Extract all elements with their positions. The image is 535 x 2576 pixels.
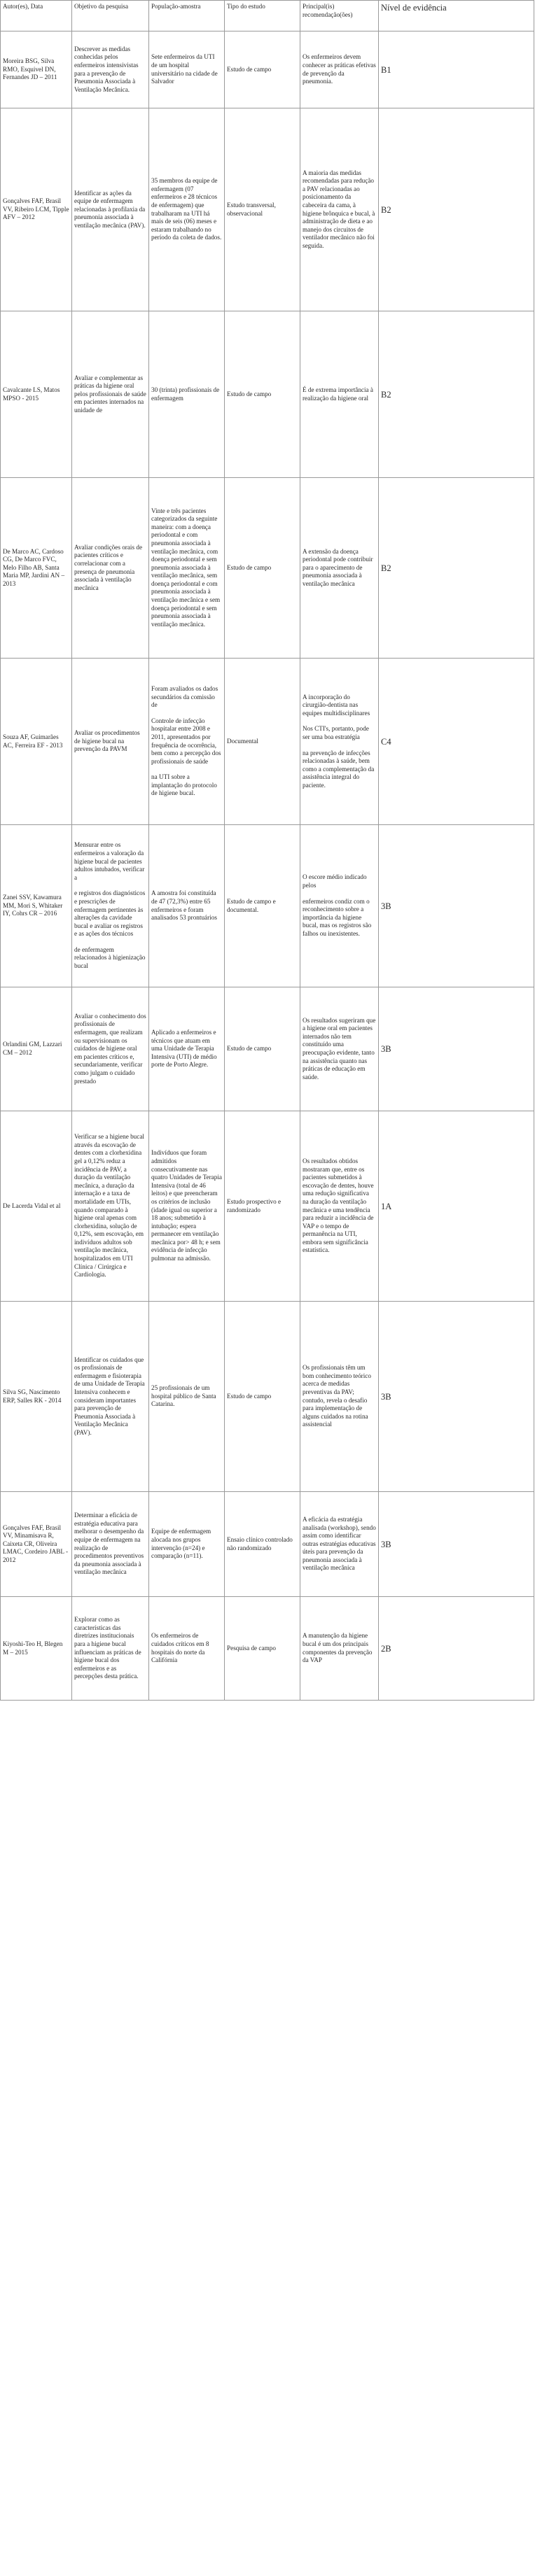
cell-population: A amostra foi constituída de 47 (72,3%) entre 65 enfermeiros e foram analisados 53 prontuários	[149, 825, 225, 987]
cell-evidence: B2	[379, 478, 534, 659]
cell-evidence: 3B	[379, 987, 534, 1111]
recommendation-part: A incorporação do cirurgião-dentista nas equipes multidisciplinares	[303, 693, 370, 717]
cell-recommendation: Os resultados sugeriram que a higiene oral em pacientes internados não tem constituído uma preocupação evidente, tanto na assistência quanto nas práticas de educação em saúde.	[300, 987, 379, 1111]
cell-evidence: C4	[379, 659, 534, 825]
cell-author: Orlandini GM, Lazzari CM – 2012	[1, 987, 72, 1111]
population-part: na UTI sobre a implantação do protocolo de higiene bucal.	[151, 773, 217, 797]
cell-population: Sete enfermeiros da UTI de um hospital universitário na cidade de Salvador	[149, 31, 225, 108]
cell-population: Os enfermeiros de cuidados críticos em 8 hospitais do norte da Califórnia	[149, 1597, 225, 1701]
table-row	[1, 987, 534, 1111]
recommendation-part: O escore médio indicado pelos	[303, 873, 367, 889]
cell-recommendation: Os resultados obtidos mostraram que, entre os pacientes submetidos à escovação de dentes, houve uma redução significativa na duração da ventilação mecânica e uma tendência para reduzir a incidência de VAP e o tempo de permanência na UTI, embora sem significância estatística.	[300, 1111, 379, 1302]
header-evidence: Nível de evidência	[379, 1, 534, 31]
cell-objective: Avaliar os procedimentos de higiene bucal na prevenção da PAVM	[72, 659, 149, 825]
cell-study-type: Estudo de campo	[225, 1302, 300, 1492]
cell-author: Gonçalves FAF, Brasil VV, Ribeiro LCM, Tipple AFV – 2012	[1, 108, 72, 311]
population-part: Controle de infecção hospitalar entre 2008 e 2011, apresentados por frequência de ocorrência, bem como a percepção dos profissionais de saúde	[151, 717, 221, 765]
table-row	[1, 1111, 534, 1302]
table-row	[1, 108, 534, 311]
cell-objective: Avaliar e complementar as práticas da higiene oral pelos profissionais de saúde em pacientes internados na unidade de	[72, 311, 149, 478]
header-author: Autor(es), Data	[1, 1, 72, 31]
cell-population: Vinte e três pacientes categorizados da seguinte maneira: com a doença periodontal e com pneumonia associada à ventilação mecânica, com doença periodontal e sem pneumonia associada à ventilação mecânica, sem doença periodontal e com pneumonia associada à ventilação mecânica e sem doença periodontal e sem pneumonia associada à ventilação mecânica.	[149, 478, 225, 659]
cell-recommendation: Os enfermeiros devem conhecer as práticas efetivas de prevenção da pneumonia.	[300, 31, 379, 108]
cell-study-type: Pesquisa de campo	[225, 1597, 300, 1701]
cell-evidence: 3B	[379, 1302, 534, 1492]
cell-recommendation	[300, 659, 379, 825]
table-row	[1, 478, 534, 659]
cell-recommendation: A extensão da doença periodontal pode contribuir para o aparecimento de pneumonia associada à ventilação mecânica	[300, 478, 379, 659]
cell-objective: Identificar os cuidados que os profissionais de enfermagem e fisioterapia de uma Unidade de Terapia Intensiva conhecem e consideram importantes para prevenção de Pneumonia Associada à Ventilação Mecânica (PAV).	[72, 1302, 149, 1492]
cell-study-type: Ensaio clínico controlado não randomizado	[225, 1492, 300, 1597]
cell-study-type: Estudo de campo	[225, 478, 300, 659]
cell-recommendation: A eficácia da estratégia analisada (workshop), sendo assim como identificar outras estratégias educativas úteis para prevenção da pneumonia associada à ventilação mecânica	[300, 1492, 379, 1597]
table-row	[1, 1597, 534, 1701]
cell-evidence: 2B	[379, 1597, 534, 1701]
cell-population: Aplicado a enfermeiros e técnicos que atuam em uma Unidade de Terapia Intensiva (UTI) de médio porte de Porto Alegre.	[149, 987, 225, 1111]
recommendation-part: enfermeiros condiz com o reconhecimento sobre a importância da higiene bucal, mas os registros são falhos ou inexistentes.	[303, 897, 372, 937]
cell-evidence: 3B	[379, 825, 534, 987]
table-row	[1, 659, 534, 825]
cell-study-type: Estudo de campo	[225, 311, 300, 478]
cell-author: Gonçalves FAF, Brasil VV, Minamisava R, Caixeta CR, Oliveira LMAC, Cordeiro JABL - 2012	[1, 1492, 72, 1597]
cell-objective: Explorar como as características das diretrizes institucionais para a higiene bucal influenciam as práticas de higiene bucal dos enfermeiros e as percepções desta prática.	[72, 1597, 149, 1701]
cell-author: De Marco AC, Cardoso CG, De Marco FVC, Melo Filho AB, Santa Maria MP, Jardini AN – 2013	[1, 478, 72, 659]
cell-evidence: B2	[379, 311, 534, 478]
objective-part: Mensurar entre os enfermeiros a valoração da higiene bucal de pacientes adultos intubados, verificar a	[74, 841, 145, 881]
cell-objective: Verificar se a higiene bucal através da escovação de dentes com a clorhexidina gel a 0,12% reduz a incidência de PAV, a duração da ventilação mecânica, a duração da internação e a taxa de mortalidade em UTIs, quando comparado à higiene oral apenas com clorhexidina, solução de 0,12%, sem escovação, em indivíduos adultos sob ventilação mecânica, hospitalizados em UTI Clínica / Cirúrgica e Cardiologia.	[72, 1111, 149, 1302]
header-population: População-amostra	[149, 1, 225, 31]
cell-author: Silva SG, Nascimento ERP, Salles RK - 2014	[1, 1302, 72, 1492]
cell-study-type: Estudo prospectivo e randomizado	[225, 1111, 300, 1302]
cell-author: Cavalcante LS, Matos MPSO - 2015	[1, 311, 72, 478]
recommendation-part: na prevenção de infecções relacionadas à saúde, bem como a complementação da assistência integral do paciente.	[303, 749, 375, 789]
cell-study-type: Estudo de campo	[225, 987, 300, 1111]
cell-objective: Descrever as medidas conhecidas pelos enfermeiros intensivistas para a prevenção de Pneumonia Associada à Ventilação Mecânica.	[72, 31, 149, 108]
cell-recommendation: Os profissionais têm um bom conhecimento teórico acerca de medidas preventivas da PAV; contudo, revela o desafio para implementação de alguns cuidados na rotina assistencial	[300, 1302, 379, 1492]
cell-author: Kiyoshi-Teo H, Blegen M – 2015	[1, 1597, 72, 1701]
objective-part: de enfermagem relacionados à higienização bucal	[74, 945, 146, 970]
cell-evidence: B2	[379, 108, 534, 311]
cell-objective	[72, 825, 149, 987]
cell-recommendation: A maioria das medidas recomendadas para redução a PAV relacionadas ao posicionamento da cabeceira da cama, à higiene brônquica e bucal, à administração de dieta e ao manejo dos circuitos de ventilador mecânico não foi seguida.	[300, 108, 379, 311]
cell-study-type: Estudo de campo	[225, 31, 300, 108]
table-row	[1, 1492, 534, 1597]
cell-recommendation: A manutenção da higiene bucal é um dos principais componentes da prevenção da VAP	[300, 1597, 379, 1701]
cell-recommendation: É de extrema importância à realização da higiene oral	[300, 311, 379, 478]
cell-author: Souza AF, Guimarães AC, Ferreira EF - 2013	[1, 659, 72, 825]
objective-part: e registros dos diagnósticos e prescrições de enfermagem pertinentes às alterações da cavidade bucal e avaliar os registros e as ações dos técnicos	[74, 889, 146, 938]
cell-population	[149, 659, 225, 825]
cell-population: Equipe de enfermagem alocada nos grupos intervenção (n=24) e comparação (n=11).	[149, 1492, 225, 1597]
recommendation-part: Nos CTI's, portanto, pode ser uma boa estratégia	[303, 725, 369, 740]
cell-study-type: Estudo transversal, observacional	[225, 108, 300, 311]
cell-author: De Lacerda Vidal et al	[1, 1111, 72, 1302]
population-part: Foram avaliados os dados secundários da comissão de	[151, 684, 218, 709]
cell-population: 25 profissionais de um hospital público de Santa Catarina.	[149, 1302, 225, 1492]
cell-evidence: 1A	[379, 1111, 534, 1302]
cell-recommendation	[300, 825, 379, 987]
cell-population: 35 membros da equipe de enfermagem (07 enfermeiros e 28 técnicos de enfermagem) que trabalharam na UTI há mais de seis (06) meses e estaram trabalhando no período da coleta de dados.	[149, 108, 225, 311]
header-recommendation: Principal(is) recomendação(ões)	[300, 1, 379, 31]
cell-objective: Avaliar condições orais de pacientes críticos e correlacionar com a presença de pneumonia associada à ventilação mecânica	[72, 478, 149, 659]
cell-evidence: B1	[379, 31, 534, 108]
cell-evidence: 3B	[379, 1492, 534, 1597]
table-row	[1, 825, 534, 987]
header-row	[1, 1, 534, 31]
cell-study-type: Estudo de campo e documental.	[225, 825, 300, 987]
header-objective: Objetivo da pesquisa	[72, 1, 149, 31]
cell-study-type: Documental	[225, 659, 300, 825]
cell-author: Zanei SSV, Kawamura MM, Mori S, Whitaker IY, Cohrs CR – 2016	[1, 825, 72, 987]
cell-population: Indivíduos que foram admitidos consecutivamente nas quatro Unidades de Terapia Intensiva (total de 46 leitos) e que preencheram os critérios de inclusão (idade igual ou superior a 18 anos; submetido à intubação; espera permanecer em ventilação mecânica por> 48 h; e sem evidência de infecção pulmonar na admissão.	[149, 1111, 225, 1302]
table-row	[1, 31, 534, 108]
cell-population: 30 (trinta) profissionais de enfermagem	[149, 311, 225, 478]
cell-objective: Avaliar o conhecimento dos profissionais de enfermagem, que realizam ou supervisionam os cuidados de higiene oral em pacientes críticos e, secundariamente, verificar como julgam o cuidado prestado	[72, 987, 149, 1111]
table-row	[1, 1302, 534, 1492]
cell-objective: Identificar as ações da equipe de enfermagem relacionadas à profilaxia da pneumonia associada à ventilação mecânica (PAV).	[72, 108, 149, 311]
table-row	[1, 311, 534, 478]
header-study-type: Tipo do estudo	[225, 1, 300, 31]
cell-author: Moreira BSG, Silva RMO, Esquivel DN, Fernandes JD – 2011	[1, 31, 72, 108]
cell-objective: Determinar a eficácia de estratégia educativa para melhorar o desempenho da equipe de enfermagem na realização de procedimentos preventivos da pneumonia associada à ventilação mecânica	[72, 1492, 149, 1597]
